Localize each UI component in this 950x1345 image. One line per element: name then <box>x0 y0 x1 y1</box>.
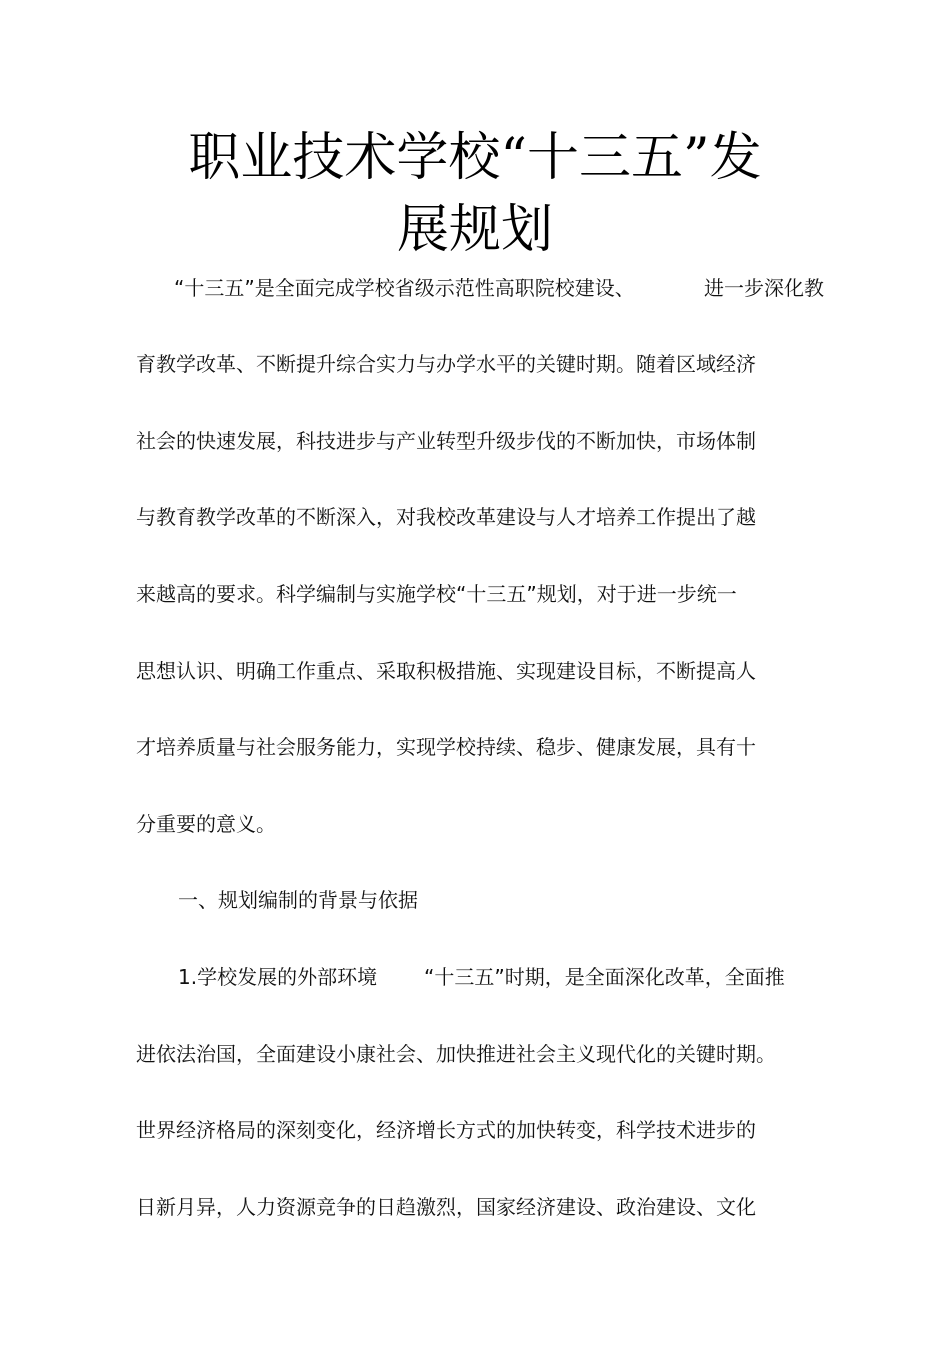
paragraph-line: 分重要的意义。 <box>136 812 276 836</box>
paragraph-line: 才培养质量与社会服务能力，实现学校持续、稳步、健康发展，具有十 <box>136 735 756 759</box>
paragraph-line: “十三五”时期，是全面深化改革，全面推 <box>424 965 785 989</box>
paragraph-line: 与教育教学改革的不断深入，对我校改革建设与人才培养工作提出了越 <box>136 505 756 529</box>
paragraph-line: 社会的快速发展，科技进步与产业转型升级步伐的不断加快，市场体制 <box>136 429 756 453</box>
paragraph-line: 进一步深化教 <box>704 276 824 300</box>
paragraph-line: 育教学改革、不断提升综合实力与办学水平的关键时期。随着区域经济 <box>136 352 756 376</box>
document-title-line-1: 职业技术学校“十三五”发 <box>188 128 762 188</box>
document-title-line-2: 展规划 <box>396 200 553 260</box>
paragraph-line: 日新月异，人力资源竞争的日趋激烈，国家经济建设、政治建设、文化 <box>136 1195 756 1219</box>
paragraph-line: 思想认识、明确工作重点、采取积极措施、实现建设目标，不断提高人 <box>136 659 756 683</box>
paragraph-line: 来越高的要求。科学编制与实施学校“十三五”规划，对于进一步统一 <box>136 582 737 606</box>
paragraph-line: “十三五”是全面完成学校省级示范性高职院校建设、 <box>174 276 635 300</box>
subsection-heading: 1.学校发展的外部环境 <box>178 965 378 989</box>
section-heading: 一、规划编制的背景与依据 <box>178 888 418 912</box>
paragraph-line: 进依法治国，全面建设小康社会、加快推进社会主义现代化的关键时期。 <box>136 1042 776 1066</box>
paragraph-line: 世界经济格局的深刻变化，经济增长方式的加快转变，科学技术进步的 <box>136 1118 756 1142</box>
